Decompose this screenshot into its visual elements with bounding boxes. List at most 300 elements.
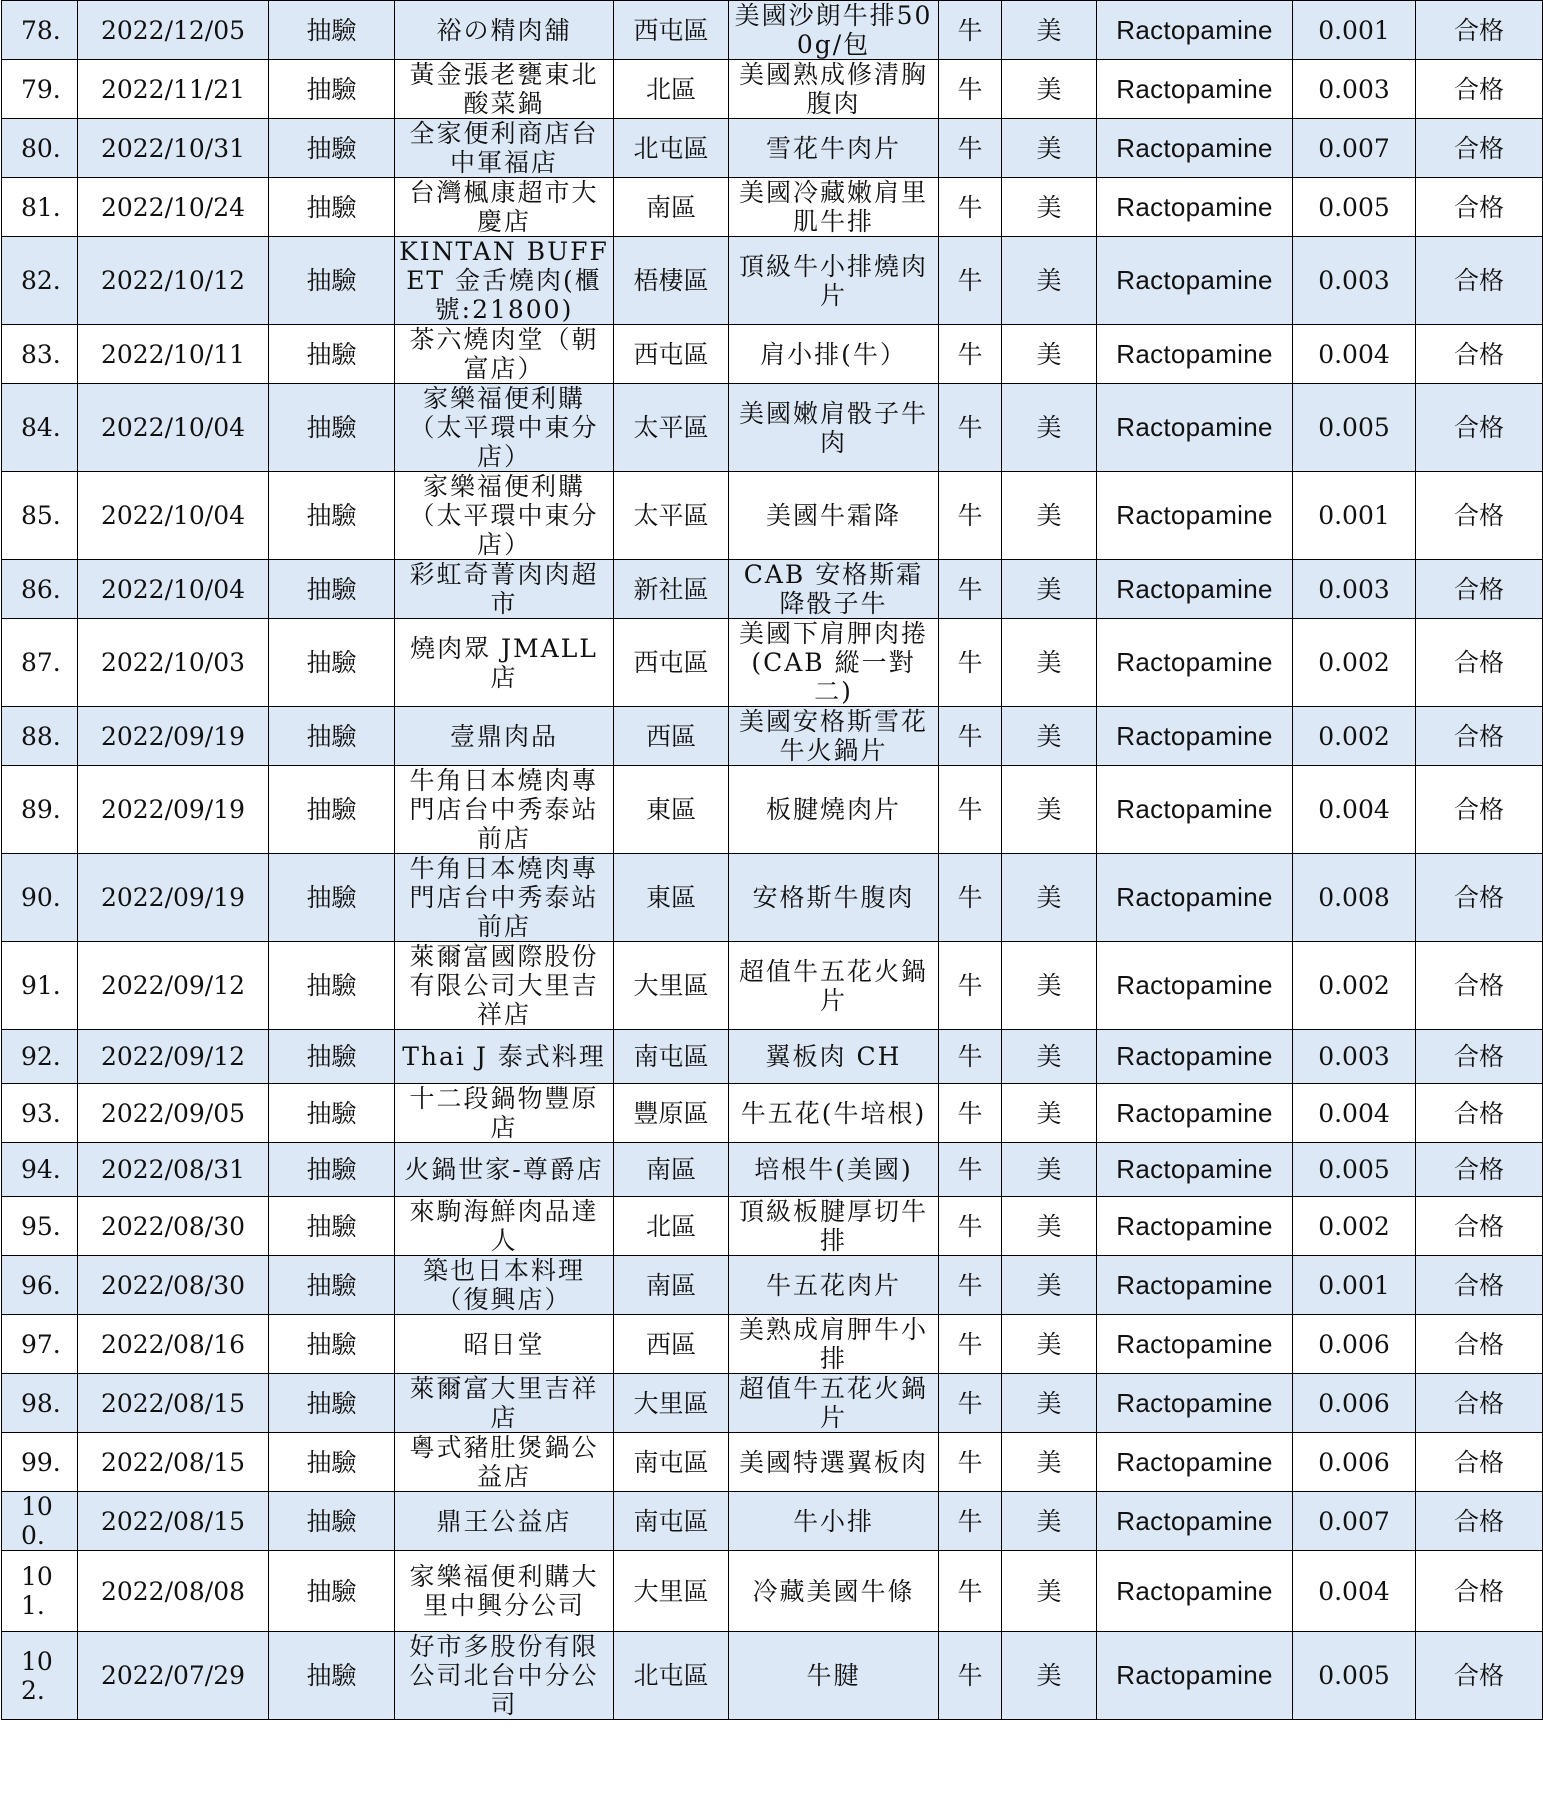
district-cell: 西區 <box>614 707 729 766</box>
test-value-cell: 0.001 <box>1293 1 1416 60</box>
district-cell: 梧棲區 <box>614 237 729 325</box>
test-result-cell: 合格 <box>1416 178 1543 237</box>
table-row <box>2 1197 1543 1256</box>
store-name-cell: 黃金張老甕東北酸菜鍋 <box>395 60 614 119</box>
table-row <box>2 1315 1543 1374</box>
sample-date-cell: 2022/09/05 <box>78 1084 269 1143</box>
store-name-cell: 好市多股份有限公司北台中分公司 <box>395 1632 614 1720</box>
sample-type-cell: 抽驗 <box>269 1197 395 1256</box>
product-name-cell: 牛小排 <box>729 1492 939 1551</box>
sample-type-cell: 抽驗 <box>269 1256 395 1315</box>
store-name-cell: 萊爾富國際股份有限公司大里吉祥店 <box>395 942 614 1030</box>
sample-type-cell: 抽驗 <box>269 854 395 942</box>
sample-type-cell: 抽驗 <box>269 1374 395 1433</box>
product-name-cell: 美國特選翼板肉 <box>729 1433 939 1492</box>
row-number-cell: 95. <box>2 1197 78 1256</box>
test-result-cell: 合格 <box>1416 1 1543 60</box>
store-name-cell: 十二段鍋物豐原店 <box>395 1084 614 1143</box>
store-name-cell: 茶六燒肉堂（朝富店） <box>395 325 614 384</box>
origin-cell: 美 <box>1002 325 1097 384</box>
test-result-cell: 合格 <box>1416 707 1543 766</box>
product-name-cell: 美國嫩肩骰子牛肉 <box>729 384 939 472</box>
sample-type-cell: 抽驗 <box>269 1143 395 1197</box>
species-cell: 牛 <box>939 60 1002 119</box>
species-cell: 牛 <box>939 325 1002 384</box>
origin-cell: 美 <box>1002 384 1097 472</box>
test-value-cell: 0.001 <box>1293 472 1416 560</box>
district-cell: 西屯區 <box>614 619 729 707</box>
test-value-cell: 0.001 <box>1293 1256 1416 1315</box>
test-value-cell: 0.006 <box>1293 1374 1416 1433</box>
sample-type-cell: 抽驗 <box>269 325 395 384</box>
test-result-cell: 合格 <box>1416 325 1543 384</box>
test-item-cell: Ractopamine <box>1097 237 1293 325</box>
test-result-cell: 合格 <box>1416 119 1543 178</box>
species-cell: 牛 <box>939 1374 1002 1433</box>
test-value-cell: 0.002 <box>1293 1197 1416 1256</box>
test-item-cell: Ractopamine <box>1097 766 1293 854</box>
species-cell: 牛 <box>939 1030 1002 1084</box>
test-item-cell: Ractopamine <box>1097 1433 1293 1492</box>
district-cell: 太平區 <box>614 384 729 472</box>
test-item-cell: Ractopamine <box>1097 707 1293 766</box>
species-cell: 牛 <box>939 1256 1002 1315</box>
table-row <box>2 1492 1543 1551</box>
test-result-cell: 合格 <box>1416 60 1543 119</box>
test-value-cell: 0.008 <box>1293 854 1416 942</box>
sample-date-cell: 2022/08/16 <box>78 1315 269 1374</box>
product-name-cell: 頂級牛小排燒肉片 <box>729 237 939 325</box>
sample-date-cell: 2022/10/24 <box>78 178 269 237</box>
test-item-cell: Ractopamine <box>1097 1256 1293 1315</box>
table-row <box>2 707 1543 766</box>
store-name-cell: 家樂福便利購（太平環中東分店） <box>395 384 614 472</box>
sample-date-cell: 2022/11/21 <box>78 60 269 119</box>
product-name-cell: 美熟成肩胛牛小排 <box>729 1315 939 1374</box>
origin-cell: 美 <box>1002 1 1097 60</box>
test-item-cell: Ractopamine <box>1097 60 1293 119</box>
species-cell: 牛 <box>939 1 1002 60</box>
test-result-cell: 合格 <box>1416 1433 1543 1492</box>
test-result-cell: 合格 <box>1416 237 1543 325</box>
species-cell: 牛 <box>939 237 1002 325</box>
sample-type-cell: 抽驗 <box>269 560 395 619</box>
test-item-cell: Ractopamine <box>1097 942 1293 1030</box>
sample-type-cell: 抽驗 <box>269 1433 395 1492</box>
test-item-cell: Ractopamine <box>1097 1551 1293 1632</box>
origin-cell: 美 <box>1002 1315 1097 1374</box>
test-result-cell: 合格 <box>1416 472 1543 560</box>
district-cell: 豐原區 <box>614 1084 729 1143</box>
origin-cell: 美 <box>1002 1197 1097 1256</box>
district-cell: 大里區 <box>614 1374 729 1433</box>
test-result-cell: 合格 <box>1416 619 1543 707</box>
product-name-cell: CAB 安格斯霜降骰子牛 <box>729 560 939 619</box>
district-cell: 北區 <box>614 1197 729 1256</box>
table-row <box>2 1 1543 60</box>
row-number-cell: 96. <box>2 1256 78 1315</box>
sample-date-cell: 2022/09/12 <box>78 1030 269 1084</box>
species-cell: 牛 <box>939 766 1002 854</box>
sample-type-cell: 抽驗 <box>269 1315 395 1374</box>
product-name-cell: 雪花牛肉片 <box>729 119 939 178</box>
sample-type-cell: 抽驗 <box>269 60 395 119</box>
row-number-cell: 80. <box>2 119 78 178</box>
table-row <box>2 472 1543 560</box>
store-name-cell: 鼎王公益店 <box>395 1492 614 1551</box>
origin-cell: 美 <box>1002 560 1097 619</box>
test-item-cell: Ractopamine <box>1097 1030 1293 1084</box>
store-name-cell: 全家便利商店台中軍福店 <box>395 119 614 178</box>
origin-cell: 美 <box>1002 178 1097 237</box>
row-number-cell: 99. <box>2 1433 78 1492</box>
row-number-cell: 89. <box>2 766 78 854</box>
store-name-cell: 粵式豬肚煲鍋公益店 <box>395 1433 614 1492</box>
table-row <box>2 178 1543 237</box>
sample-date-cell: 2022/09/19 <box>78 707 269 766</box>
row-number-cell: 83. <box>2 325 78 384</box>
district-cell: 大里區 <box>614 942 729 1030</box>
sample-type-cell: 抽驗 <box>269 619 395 707</box>
row-number-cell: 92. <box>2 1030 78 1084</box>
store-name-cell: 萊爾富大里吉祥店 <box>395 1374 614 1433</box>
product-name-cell: 牛五花肉片 <box>729 1256 939 1315</box>
store-name-cell: 壹鼎肉品 <box>395 707 614 766</box>
table-row <box>2 60 1543 119</box>
sample-date-cell: 2022/10/03 <box>78 619 269 707</box>
district-cell: 北屯區 <box>614 119 729 178</box>
district-cell: 新社區 <box>614 560 729 619</box>
origin-cell: 美 <box>1002 1374 1097 1433</box>
table-row <box>2 1084 1543 1143</box>
test-value-cell: 0.007 <box>1293 119 1416 178</box>
test-value-cell: 0.007 <box>1293 1492 1416 1551</box>
product-name-cell: 超值牛五花火鍋片 <box>729 1374 939 1433</box>
test-result-cell: 合格 <box>1416 1256 1543 1315</box>
test-item-cell: Ractopamine <box>1097 619 1293 707</box>
district-cell: 南區 <box>614 178 729 237</box>
sample-date-cell: 2022/08/15 <box>78 1433 269 1492</box>
test-item-cell: Ractopamine <box>1097 1197 1293 1256</box>
test-value-cell: 0.005 <box>1293 1632 1416 1720</box>
test-result-cell: 合格 <box>1416 1084 1543 1143</box>
test-result-cell: 合格 <box>1416 942 1543 1030</box>
origin-cell: 美 <box>1002 119 1097 178</box>
product-name-cell: 板腱燒肉片 <box>729 766 939 854</box>
sample-type-cell: 抽驗 <box>269 237 395 325</box>
product-name-cell: 翼板肉 CH <box>729 1030 939 1084</box>
sample-type-cell: 抽驗 <box>269 1 395 60</box>
species-cell: 牛 <box>939 1143 1002 1197</box>
table-row <box>2 384 1543 472</box>
test-item-cell: Ractopamine <box>1097 560 1293 619</box>
store-name-cell: Thai J 泰式料理 <box>395 1030 614 1084</box>
table-row <box>2 1433 1543 1492</box>
origin-cell: 美 <box>1002 854 1097 942</box>
species-cell: 牛 <box>939 1551 1002 1632</box>
test-item-cell: Ractopamine <box>1097 1 1293 60</box>
sample-date-cell: 2022/09/19 <box>78 766 269 854</box>
origin-cell: 美 <box>1002 1143 1097 1197</box>
test-value-cell: 0.003 <box>1293 60 1416 119</box>
origin-cell: 美 <box>1002 237 1097 325</box>
origin-cell: 美 <box>1002 1433 1097 1492</box>
test-result-cell: 合格 <box>1416 1551 1543 1632</box>
sample-date-cell: 2022/09/12 <box>78 942 269 1030</box>
origin-cell: 美 <box>1002 707 1097 766</box>
store-name-cell: 昭日堂 <box>395 1315 614 1374</box>
product-name-cell: 美國安格斯雪花牛火鍋片 <box>729 707 939 766</box>
table-body <box>2 1 1543 1720</box>
store-name-cell: 裕の精肉舖 <box>395 1 614 60</box>
product-name-cell: 牛五花(牛培根) <box>729 1084 939 1143</box>
sample-date-cell: 2022/10/04 <box>78 384 269 472</box>
test-value-cell: 0.002 <box>1293 707 1416 766</box>
sample-type-cell: 抽驗 <box>269 1492 395 1551</box>
test-item-cell: Ractopamine <box>1097 1492 1293 1551</box>
row-number-cell: 84. <box>2 384 78 472</box>
test-result-cell: 合格 <box>1416 1197 1543 1256</box>
test-item-cell: Ractopamine <box>1097 384 1293 472</box>
district-cell: 南區 <box>614 1256 729 1315</box>
test-value-cell: 0.002 <box>1293 619 1416 707</box>
row-number-cell: 102. <box>2 1632 78 1720</box>
sample-date-cell: 2022/09/19 <box>78 854 269 942</box>
product-name-cell: 安格斯牛腹肉 <box>729 854 939 942</box>
test-value-cell: 0.006 <box>1293 1433 1416 1492</box>
product-name-cell: 美國下肩胛肉捲(CAB 縱一對二) <box>729 619 939 707</box>
row-number-cell: 97. <box>2 1315 78 1374</box>
test-result-cell: 合格 <box>1416 1030 1543 1084</box>
sample-type-cell: 抽驗 <box>269 384 395 472</box>
test-value-cell: 0.004 <box>1293 766 1416 854</box>
row-number-cell: 90. <box>2 854 78 942</box>
product-name-cell: 頂級板腱厚切牛排 <box>729 1197 939 1256</box>
sample-date-cell: 2022/08/15 <box>78 1374 269 1433</box>
sample-type-cell: 抽驗 <box>269 942 395 1030</box>
table-row <box>2 1143 1543 1197</box>
district-cell: 大里區 <box>614 1551 729 1632</box>
table-row <box>2 1551 1543 1632</box>
sample-date-cell: 2022/08/08 <box>78 1551 269 1632</box>
test-value-cell: 0.002 <box>1293 942 1416 1030</box>
district-cell: 東區 <box>614 766 729 854</box>
product-name-cell: 超值牛五花火鍋片 <box>729 942 939 1030</box>
store-name-cell: 家樂福便利購（太平環中東分店） <box>395 472 614 560</box>
origin-cell: 美 <box>1002 619 1097 707</box>
sample-type-cell: 抽驗 <box>269 1084 395 1143</box>
district-cell: 西屯區 <box>614 1 729 60</box>
test-item-cell: Ractopamine <box>1097 178 1293 237</box>
test-value-cell: 0.006 <box>1293 1315 1416 1374</box>
district-cell: 南屯區 <box>614 1492 729 1551</box>
row-number-cell: 81. <box>2 178 78 237</box>
district-cell: 南屯區 <box>614 1433 729 1492</box>
table-row <box>2 854 1543 942</box>
species-cell: 牛 <box>939 472 1002 560</box>
row-number-cell: 94. <box>2 1143 78 1197</box>
test-value-cell: 0.005 <box>1293 1143 1416 1197</box>
row-number-cell: 79. <box>2 60 78 119</box>
sample-date-cell: 2022/08/30 <box>78 1256 269 1315</box>
store-name-cell: 彩虹奇菁肉肉超市 <box>395 560 614 619</box>
test-item-cell: Ractopamine <box>1097 1315 1293 1374</box>
test-result-cell: 合格 <box>1416 854 1543 942</box>
origin-cell: 美 <box>1002 1492 1097 1551</box>
store-name-cell: 來駒海鮮肉品達人 <box>395 1197 614 1256</box>
table-row <box>2 1632 1543 1720</box>
row-number-cell: 82. <box>2 237 78 325</box>
test-item-cell: Ractopamine <box>1097 854 1293 942</box>
table-row <box>2 325 1543 384</box>
test-value-cell: 0.004 <box>1293 1551 1416 1632</box>
test-item-cell: Ractopamine <box>1097 1374 1293 1433</box>
test-item-cell: Ractopamine <box>1097 1143 1293 1197</box>
sample-date-cell: 2022/10/04 <box>78 560 269 619</box>
sample-date-cell: 2022/08/30 <box>78 1197 269 1256</box>
test-result-cell: 合格 <box>1416 1374 1543 1433</box>
store-name-cell: 家樂福便利購大里中興分公司 <box>395 1551 614 1632</box>
sample-date-cell: 2022/12/05 <box>78 1 269 60</box>
district-cell: 西區 <box>614 1315 729 1374</box>
table-row <box>2 1374 1543 1433</box>
row-number-cell: 98. <box>2 1374 78 1433</box>
product-name-cell: 冷藏美國牛條 <box>729 1551 939 1632</box>
sample-type-cell: 抽驗 <box>269 1551 395 1632</box>
test-value-cell: 0.004 <box>1293 325 1416 384</box>
test-result-cell: 合格 <box>1416 766 1543 854</box>
test-item-cell: Ractopamine <box>1097 472 1293 560</box>
store-name-cell: KINTAN BUFFET 金舌燒肉(櫃號:21800) <box>395 237 614 325</box>
inspection-table <box>1 0 1543 1720</box>
test-value-cell: 0.004 <box>1293 1084 1416 1143</box>
table-row <box>2 119 1543 178</box>
origin-cell: 美 <box>1002 1030 1097 1084</box>
row-number-cell: 78. <box>2 1 78 60</box>
product-name-cell: 培根牛(美國) <box>729 1143 939 1197</box>
store-name-cell: 牛角日本燒肉專門店台中秀泰站前店 <box>395 854 614 942</box>
species-cell: 牛 <box>939 707 1002 766</box>
sample-date-cell: 2022/08/31 <box>78 1143 269 1197</box>
species-cell: 牛 <box>939 619 1002 707</box>
row-number-cell: 91. <box>2 942 78 1030</box>
species-cell: 牛 <box>939 1433 1002 1492</box>
species-cell: 牛 <box>939 942 1002 1030</box>
table-row <box>2 1256 1543 1315</box>
table-row <box>2 942 1543 1030</box>
row-number-cell: 100. <box>2 1492 78 1551</box>
species-cell: 牛 <box>939 1197 1002 1256</box>
store-name-cell: 台灣楓康超市大慶店 <box>395 178 614 237</box>
product-name-cell: 美國冷藏嫩肩里肌牛排 <box>729 178 939 237</box>
origin-cell: 美 <box>1002 1084 1097 1143</box>
test-result-cell: 合格 <box>1416 1315 1543 1374</box>
row-number-cell: 93. <box>2 1084 78 1143</box>
origin-cell: 美 <box>1002 1632 1097 1720</box>
district-cell: 太平區 <box>614 472 729 560</box>
product-name-cell: 美國熟成修清胸腹肉 <box>729 60 939 119</box>
table-row <box>2 619 1543 707</box>
row-number-cell: 85. <box>2 472 78 560</box>
sample-type-cell: 抽驗 <box>269 707 395 766</box>
sample-type-cell: 抽驗 <box>269 1632 395 1720</box>
test-result-cell: 合格 <box>1416 1492 1543 1551</box>
test-value-cell: 0.005 <box>1293 384 1416 472</box>
test-item-cell: Ractopamine <box>1097 1084 1293 1143</box>
species-cell: 牛 <box>939 384 1002 472</box>
district-cell: 南區 <box>614 1143 729 1197</box>
test-result-cell: 合格 <box>1416 560 1543 619</box>
origin-cell: 美 <box>1002 1256 1097 1315</box>
district-cell: 東區 <box>614 854 729 942</box>
product-name-cell: 牛腱 <box>729 1632 939 1720</box>
row-number-cell: 101. <box>2 1551 78 1632</box>
sample-date-cell: 2022/10/11 <box>78 325 269 384</box>
table-row <box>2 560 1543 619</box>
sample-date-cell: 2022/07/29 <box>78 1632 269 1720</box>
product-name-cell: 肩小排(牛） <box>729 325 939 384</box>
species-cell: 牛 <box>939 1084 1002 1143</box>
sample-date-cell: 2022/10/04 <box>78 472 269 560</box>
species-cell: 牛 <box>939 1315 1002 1374</box>
sample-type-cell: 抽驗 <box>269 1030 395 1084</box>
species-cell: 牛 <box>939 1632 1002 1720</box>
species-cell: 牛 <box>939 560 1002 619</box>
species-cell: 牛 <box>939 178 1002 237</box>
table-row <box>2 1030 1543 1084</box>
origin-cell: 美 <box>1002 472 1097 560</box>
test-value-cell: 0.003 <box>1293 560 1416 619</box>
store-name-cell: 燒肉眾 JMALL 店 <box>395 619 614 707</box>
store-name-cell: 牛角日本燒肉專門店台中秀泰站前店 <box>395 766 614 854</box>
sample-type-cell: 抽驗 <box>269 472 395 560</box>
table-row <box>2 237 1543 325</box>
origin-cell: 美 <box>1002 766 1097 854</box>
sample-type-cell: 抽驗 <box>269 766 395 854</box>
sample-type-cell: 抽驗 <box>269 178 395 237</box>
test-value-cell: 0.003 <box>1293 1030 1416 1084</box>
sample-type-cell: 抽驗 <box>269 119 395 178</box>
origin-cell: 美 <box>1002 942 1097 1030</box>
product-name-cell: 美國牛霜降 <box>729 472 939 560</box>
test-value-cell: 0.003 <box>1293 237 1416 325</box>
origin-cell: 美 <box>1002 1551 1097 1632</box>
district-cell: 北屯區 <box>614 1632 729 1720</box>
sample-date-cell: 2022/08/15 <box>78 1492 269 1551</box>
row-number-cell: 86. <box>2 560 78 619</box>
row-number-cell: 87. <box>2 619 78 707</box>
district-cell: 北區 <box>614 60 729 119</box>
table-row <box>2 766 1543 854</box>
species-cell: 牛 <box>939 854 1002 942</box>
test-result-cell: 合格 <box>1416 1143 1543 1197</box>
origin-cell: 美 <box>1002 60 1097 119</box>
sample-date-cell: 2022/10/31 <box>78 119 269 178</box>
test-item-cell: Ractopamine <box>1097 1632 1293 1720</box>
district-cell: 南屯區 <box>614 1030 729 1084</box>
product-name-cell: 美國沙朗牛排500g/包 <box>729 1 939 60</box>
store-name-cell: 築也日本料理（復興店） <box>395 1256 614 1315</box>
district-cell: 西屯區 <box>614 325 729 384</box>
row-number-cell: 88. <box>2 707 78 766</box>
test-item-cell: Ractopamine <box>1097 119 1293 178</box>
store-name-cell: 火鍋世家-尊爵店 <box>395 1143 614 1197</box>
species-cell: 牛 <box>939 119 1002 178</box>
test-item-cell: Ractopamine <box>1097 325 1293 384</box>
test-value-cell: 0.005 <box>1293 178 1416 237</box>
test-result-cell: 合格 <box>1416 1632 1543 1720</box>
sample-date-cell: 2022/10/12 <box>78 237 269 325</box>
